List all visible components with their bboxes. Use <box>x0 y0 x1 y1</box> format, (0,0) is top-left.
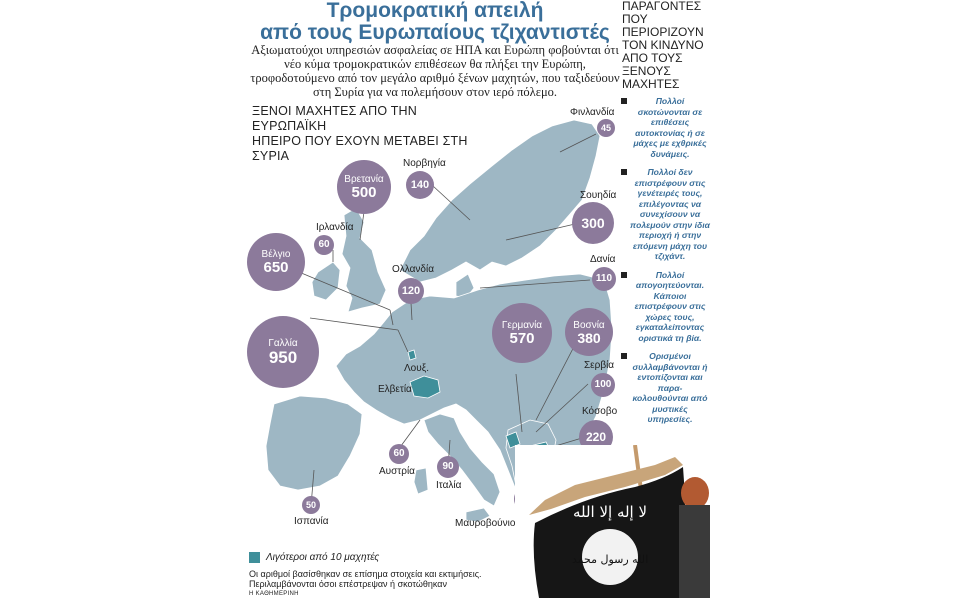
denmark-value: 110 <box>595 273 613 284</box>
intro-paragraph: Αξιωματούχοι υπηρεσιών ασφαλείας σε ΗΠΑ και Ευρώπη φοβούνται ότι νέο κύμα τρομοκρατικών επιθέσεων θα πλήξει την Ευρώπη, τροφοδοτούμενο από τον μεγάλο αριθμό ξένων μαχητών, που ταξιδεύουν στη Συρία για να πολεμήσουν στον ιερό πόλεμο. <box>250 43 620 99</box>
legend-text: Λιγότεροι από 10 μαχητές <box>266 552 380 563</box>
label-austria: Αυστρία <box>379 466 415 477</box>
sidebar-heading-line: ΠΟΥ <box>622 12 648 26</box>
germany-name: Γερμανία <box>501 320 543 331</box>
label-montenegro: Μαυροβούνιο <box>455 518 516 529</box>
serbia-value: 100 <box>594 379 612 390</box>
flag-top-text: لا إله إلا الله <box>572 503 648 521</box>
belgium-value: 650 <box>263 259 289 276</box>
label-kosovo: Κόσοβο <box>582 406 618 417</box>
sidebar-item-text: Πολλοί απογοητεύονται. Κάποιοι επιστρέφουν στις χώρες τους, εγκαταλείποντας οριστικά τη βία. <box>634 269 706 343</box>
sidebar-heading-line: ΜΑΧΗΤΕΣ <box>622 77 680 91</box>
label-finland: Φινλανδία <box>570 107 615 118</box>
title-line-2: από τους Ευρωπαίους τζιχαντιστές <box>260 21 610 44</box>
sidebar-heading <box>622 0 710 91</box>
label-italy: Ιταλία <box>436 480 462 491</box>
label-spain: Ισπανία <box>294 516 329 527</box>
norway-value: 140 <box>410 178 430 191</box>
legend-swatch <box>249 552 260 563</box>
note-line-2: Περιλαμβάνονται όσοι επέστρεψαν ή σκοτώθηκαν <box>249 579 447 589</box>
germany-value: 570 <box>509 330 535 347</box>
label-sweden: Σουηδία <box>580 190 617 201</box>
title-line-1: Τρομοκρατική απειλή <box>326 0 544 22</box>
label-switzerland: Ελβετία <box>378 384 412 395</box>
bubble-serbia <box>591 373 615 397</box>
bullet-square-icon <box>621 98 627 104</box>
bubble-austria <box>389 444 409 464</box>
bosnia-value: 380 <box>577 329 601 346</box>
sidebar-heading-line: ΞΕΝΟΥΣ <box>622 64 671 78</box>
sidebar-item <box>618 96 710 159</box>
sidebar <box>618 0 710 433</box>
bubble-spain <box>302 496 320 514</box>
bullet-square-icon <box>621 169 627 175</box>
map-title <box>252 104 492 164</box>
spain-value: 50 <box>305 499 316 510</box>
italy-value: 90 <box>442 461 454 472</box>
bubble-denmark <box>592 267 616 291</box>
map-title-line-1: ΞΕΝΟΙ ΜΑΧΗΤΕΣ ΑΠΟ ΤΗΝ ΕΥΡΩΠΑΪΚΗ <box>252 104 417 133</box>
bubble-netherlands <box>398 278 424 304</box>
note-line-1: Οι αριθμοί βασίσθηκαν σε επίσημα στοιχεία και εκτιμήσεις. <box>249 569 482 579</box>
sweden-value: 300 <box>581 215 605 231</box>
ireland-value: 60 <box>318 239 330 250</box>
label-denmark: Δανία <box>590 254 616 265</box>
sidebar-item <box>618 351 710 425</box>
credit: Η ΚΑΘΗΜΕΡΙΝΗ <box>249 591 299 597</box>
label-ireland: Ιρλανδία <box>316 222 354 233</box>
source-note <box>249 569 482 589</box>
legend <box>249 552 379 563</box>
iberia-shape <box>266 396 362 490</box>
finland-value: 45 <box>600 122 611 133</box>
bubble-britain <box>337 160 391 214</box>
sardinia-shape <box>414 468 428 494</box>
sidebar-heading-line: ΠΕΡΙΟΡΙΖΟΥΝ <box>622 25 704 39</box>
bubble-france <box>247 316 319 388</box>
sidebar-heading-line: ΠΑΡΑΓΟΝΤΕΣ <box>622 0 702 13</box>
bosnia-name: Βοσνία <box>573 319 605 331</box>
label-luxembourg: Λουξ. <box>404 363 429 374</box>
sidebar-heading-line: ΤΟΝ ΚΙΝΔΥΝΟ <box>622 38 704 52</box>
bubble-bosnia <box>565 308 613 356</box>
kosovo-value: 220 <box>585 430 607 444</box>
ireland-shape <box>312 262 340 300</box>
sidebar-item <box>618 270 710 344</box>
britain-value: 500 <box>351 184 377 201</box>
france-value: 950 <box>268 348 298 367</box>
sidebar-item-text: Ορισμένοι συλλαμβάνονται ή εντοπίζονται και παρα-κολουθούνται από μυστικές υπηρεσίες. <box>632 351 708 424</box>
bubble-finland <box>597 119 615 137</box>
sidebar-item-text: Πολλοί σκοτώνονται σε επιθέσεις αυτοκτονίας ή σε μάχες με εχθρικές δυνάμεις. <box>633 96 707 159</box>
netherlands-value: 120 <box>401 284 421 297</box>
bullet-square-icon <box>621 272 627 278</box>
label-netherlands: Ολλανδία <box>392 264 434 275</box>
label-norway: Νορβηγία <box>403 158 446 169</box>
bubble-sweden <box>572 202 614 244</box>
bubble-germany <box>492 303 552 363</box>
france-name: Γαλλία <box>268 338 298 349</box>
bubble-ireland <box>314 235 334 255</box>
bullet-square-icon <box>621 353 627 359</box>
bubble-italy <box>437 456 459 478</box>
bubble-belgium <box>247 233 305 291</box>
sidebar-item-text: Πολλοί δεν επιστρέφουν στις γενέτειρές τους, επιλέγοντας να συνεχίσουν να πολεμούν στην ίδια περιοχή ή στην επόμενη μάχη του τζιχάντ. <box>630 167 710 261</box>
belgium-name: Βέλγιο <box>261 249 291 260</box>
austria-value: 60 <box>393 448 405 459</box>
sidebar-item <box>618 167 710 262</box>
flag-seal-text: الله رسول محمد <box>571 553 649 566</box>
black-flag-photo <box>515 445 710 598</box>
map-title-line-2: ΗΠΕΙΡΟ ΠΟΥ ΕΧΟΥΝ ΜΕΤΑΒΕΙ ΣΤΗ ΣΥΡΙΑ <box>252 134 468 163</box>
label-serbia: Σερβία <box>584 360 615 371</box>
sidebar-heading-line: ΑΠΟ ΤΟΥΣ <box>622 51 683 65</box>
britain-name: Βρετανία <box>344 174 384 185</box>
bubble-norway <box>406 171 434 199</box>
